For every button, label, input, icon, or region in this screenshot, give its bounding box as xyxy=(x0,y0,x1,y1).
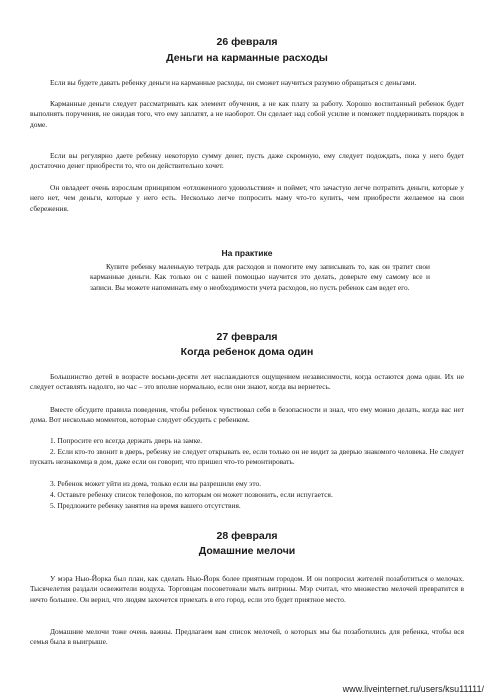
practice-text: Купите ребенку маленькую тетрадь для расходов и помогите ему записывать то, как он тратит свои карманные деньги. Как только он с вашей помощью научится это делать, доверьте ему самому все и записи. Вы можете напоминать ему о необходимости учета расходов, но пусть ребенок сам ведет его. xyxy=(90,262,430,292)
section2-title: Когда ребенок дома один xyxy=(180,346,314,358)
section1-paragraph: Он овладеет очень взрослым принципом «отложенного удовольствия» и поймет, что зачастую легче потратить деньги, которые у него нет, чем деньги, которые у него есть. Несколько легче попросить маму что-то купить, чем приобрести желаемое на свои сбережения. xyxy=(30,183,464,213)
section1-paragraph: Если вы регулярно даете ребенку некоторую сумму денег, пусть даже скромную, ему следует подождать, пока у него будет достаточно денег приобрести то, что он действительно хочет. xyxy=(30,151,464,171)
section2-date: 27 февраля xyxy=(216,331,278,343)
section1-paragraph: Карманные деньги следует рассматривать как элемент обучения, а не как плату за работу. Хорошо воспитанный ребенок будет выполнять поручения, не ожидая того, что ему заплатят, а не наоборот. Он сделает над собой усилие и поможет поддерживать порядок в доме. xyxy=(30,99,464,129)
section1-title: Деньги на карманные расходы xyxy=(166,52,328,64)
footer-url: www.liveinternet.ru/users/ksu11111/ xyxy=(342,684,484,694)
list-item: 5. Предложите ребенку занятия на время вашего отсутствия. xyxy=(50,501,241,510)
section3-date: 28 февраля xyxy=(216,530,278,542)
list-item: 2. Если кто-то звонит в дверь, ребенку не следует открывать ее, если только он не видит за дверью знакомого человека. Не следует пускать незнакомца в дом, даже если он говорит, что пришел что-то ремонтировать. xyxy=(30,447,464,467)
section1-date: 26 февраля xyxy=(216,36,278,48)
section3-paragraph: Домашние мелочи тоже очень важны. Предлагаем вам список мелочей, о которых мы бы позаботились для ребенка, чтобы вся семья была в выигрыше. xyxy=(30,627,464,647)
list-item: 4. Оставьте ребенку список телефонов, по которым он может позвонить, если испугается. xyxy=(50,490,333,499)
list-item: 1. Попросите его всегда держать дверь на замке. xyxy=(50,436,203,445)
section3-paragraph: У мэра Нью-Йорка был план, как сделать Нью-Йорк более приятным городом. И он попросил жителей позаботиться о мелочах. Тысячелетия раздали освежители воздуха. Торговцам посоветовали мыть витрины. Мэр считал, что множество мелочей превратится в нечто большее. Он верил, что людям захочется приехать в его город, если это будет приятное место. xyxy=(30,574,464,604)
section3-title: Домашние мелочи xyxy=(198,545,296,557)
section1-paragraph: Если вы будете давать ребенку деньги на карманные расходы, он сможет научиться разумно обращаться с деньгами. xyxy=(50,78,417,87)
list-item: 3. Ребенок может уйти из дома, только если вы разрешили ему это. xyxy=(50,479,262,488)
practice-title: На практике xyxy=(221,248,273,258)
section2-paragraph: Вместе обсудите правила поведения, чтобы ребенок чувствовал себя в безопасности и знал, что ему можно делать, когда вас нет дома. Вот несколько моментов, которые следует обсудить с ребенком. xyxy=(30,405,464,425)
section2-paragraph: Большинство детей в возрасте восьми-десяти лет наслаждаются ощущением независимости, когда остаются дома одни. Их не следует оставлять надолго, но час – это вполне нормально, если они знают, когда вы вернетесь. xyxy=(30,372,464,392)
